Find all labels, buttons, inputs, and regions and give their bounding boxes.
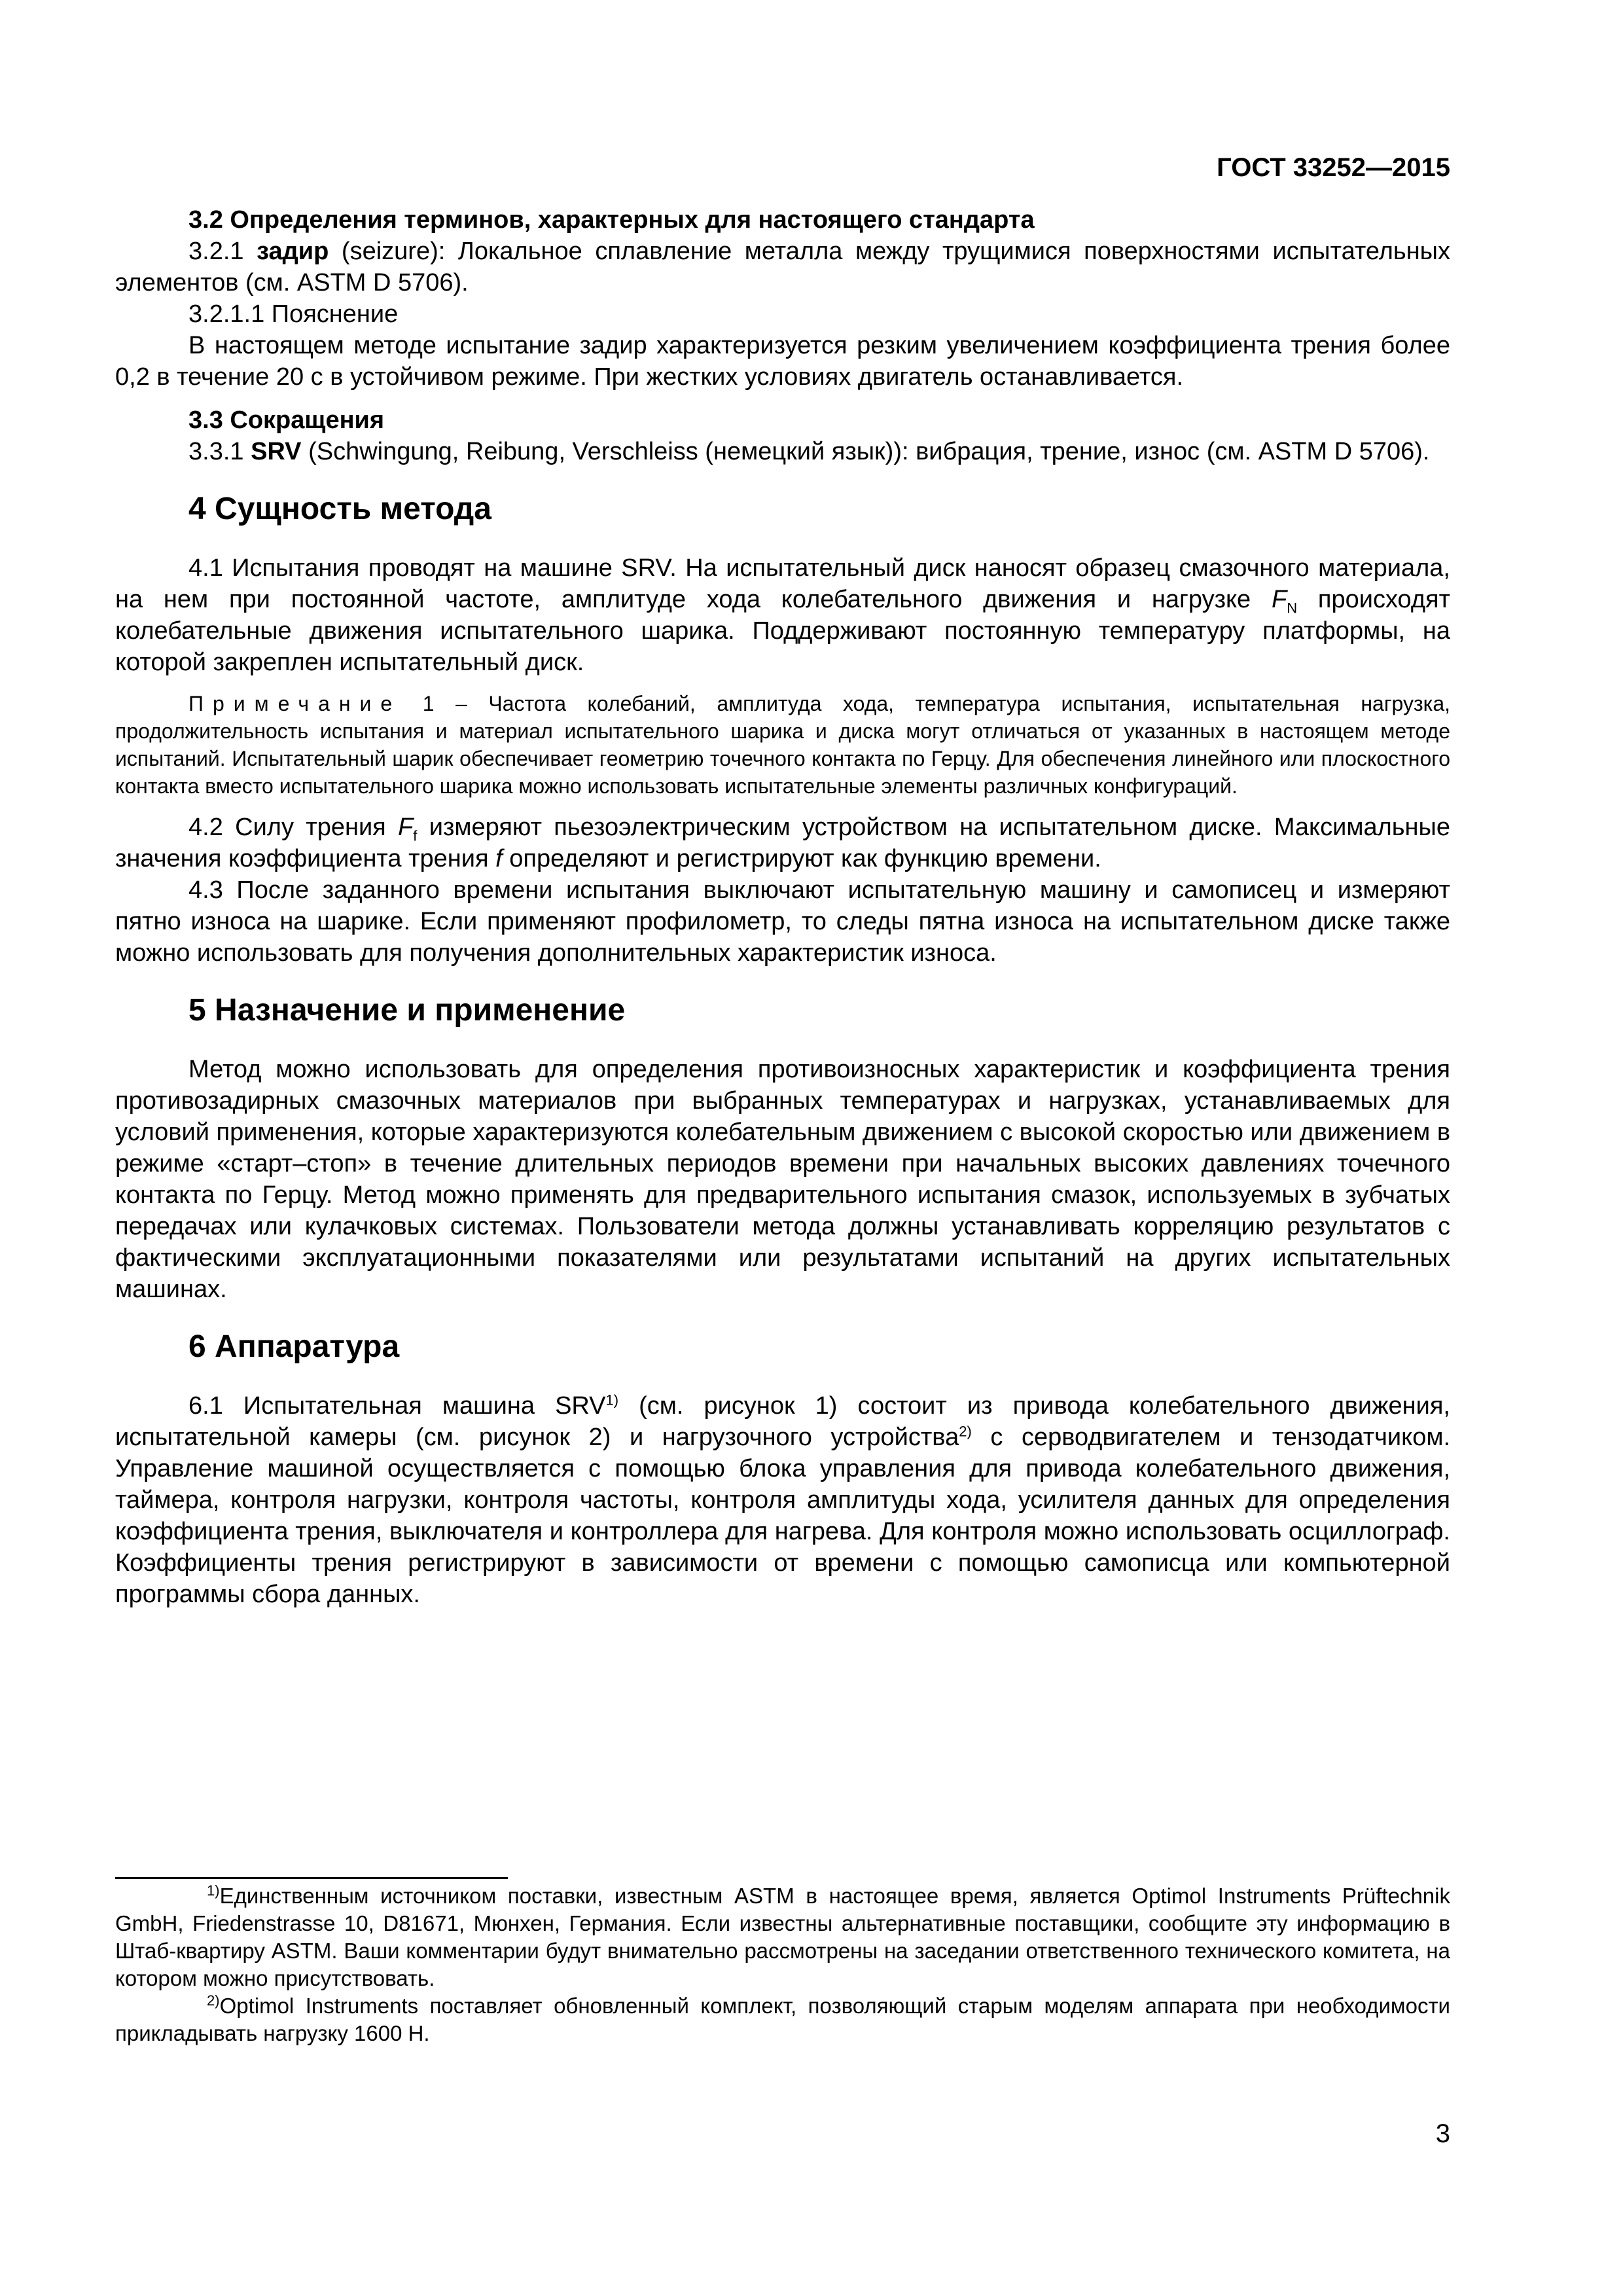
paragraph-3-3-1 [115, 436, 1450, 467]
symbol-f: F [1271, 586, 1287, 613]
footnote-text-2: Optimol Instruments поставляет обновленный комплект, позволяющий старым моделям аппарата при необходимости прикладывать нагрузку 1600 Н. [115, 1994, 1450, 2045]
body-content [115, 204, 1450, 1610]
definition-text: (seizure): Локальное сплавление металла между трущимися поверхностями испытательных элементов (см. ASTM D 5706). [115, 238, 1450, 296]
paragraph-5: Метод можно использовать для определения противоизносных характеристик и коэффициента трения противозадирных смазочных материалов при выбранных температурах и нагрузках, устанавливаемых для условий применения, которые характеризуются колебательным движением с высокой скоростью или движением в режиме «старт–стоп» в течение длительных периодов времени при начальных высоких давлениях точечного контакта по Герцу. Метод можно применять для предварительного испытания смазок, используемых в зубчатых передачах или кулачковых системах. Пользователи метода должны устанавливать корреляцию результатов с фактическими эксплуатационными показателями или результатами испытаний на других испытательных машинах. [115, 1056, 1450, 1303]
footnote-ref-2[interactable]: 2) [959, 1423, 972, 1440]
footnote-mark-2: 2) [207, 1992, 220, 2009]
paragraph-4-1 [115, 552, 1450, 678]
footnote-ref-1[interactable]: 1) [605, 1391, 619, 1408]
paragraph-4-3: 4.3 После заданного времени испытания выключают испытательную машину и самописец и измеряют пятно износа на шарике. Если применяют профилометр, то следы пятна износа на испытательном диске также можно использовать для получения дополнительных характеристик износа. [115, 876, 1450, 967]
paragraph-3-2-1-1: 3.2.1.1 Пояснение [188, 300, 399, 328]
subsection-title-3-2: 3.2 Определения терминов, характерных для настоящего стандарта [188, 206, 1035, 234]
section-title-4: 4 Сущность метода [188, 492, 491, 526]
term-srv: SRV [251, 438, 302, 465]
subsection-title-3-3: 3.3 Сокращения [188, 406, 385, 434]
paragraph-text: 4.1 Испытания проводят на машине SRV. На испытательный диск наносят образец смазочного материала, на нем при постоянной частоте, амплитуде хода колебательного движения и нагрузке [115, 554, 1450, 613]
paragraph-text: определяют и регистрируют как функцию времени. [502, 845, 1101, 872]
symbol-subscript: N [1287, 600, 1298, 617]
clause-number: 3.2.1 [188, 238, 257, 265]
paragraph-text: измеряют пьезоэлектрическим устройством на испытательном диске. Максимальные значения коэффициента трения [115, 814, 1450, 872]
clause-number: 3.3.1 [188, 438, 251, 465]
section-title-5: 5 Назначение и применение [188, 993, 626, 1028]
section-title-6: 6 Аппаратура [188, 1329, 400, 1364]
note-text: 1 – Частота колебаний, амплитуда хода, температура испытания, испытательная нагрузка, продолжительность испытания и материал испытательного шарика и диска могут отличаться от указанных в настоящем методе испытаний. Испытательный шарик обеспечивает геометрию точечного контакта по Герцу. Для обеспечения линейного или плоскостного контакта вместо испытательного шарика можно использовать испытательные элементы различных конфигураций. [115, 692, 1450, 798]
paragraph-text: 4.2 Силу трения [188, 814, 399, 841]
paragraph-6-1 [115, 1390, 1450, 1610]
abbreviation-text: (Schwingung, Reibung, Verschleiss (немецкий язык)): вибрация, трение, износ (см. ASTM D 5706). [301, 438, 1430, 465]
footnotes [115, 1882, 1450, 2047]
footnote-mark-1: 1) [207, 1882, 220, 1899]
paragraph-text: (см. рисунок 1) состоит из привода колебательного движения, испытательной камеры (см. рисунок 2) и нагрузочного устройства [115, 1392, 1450, 1451]
footnote-divider [115, 1877, 508, 1879]
symbol-friction-coefficient: f [495, 845, 503, 872]
page-number: 3 [1435, 2119, 1450, 2148]
note-1 [115, 690, 1450, 800]
term-seizure: задир [257, 238, 329, 265]
symbol-subscript: f [413, 827, 418, 844]
symbol-f: F [398, 814, 414, 841]
footnote-1 [115, 1882, 1450, 1992]
document-id-header: ГОСТ 33252—2015 [1217, 153, 1450, 182]
paragraph-text: 6.1 Испытательная машина SRV [188, 1392, 606, 1420]
footnote-text-1: Единственным источником поставки, известным ASTM в настоящее время, является Optimol Instruments Prüftechnik GmbH, Friedenstrasse 10, D81671, Мюнхен, Германия. Если известны альтернативные поставщики, сообщите эту информацию в Штаб-квартиру ASTM. Ваши комментарии будут внимательно рассмотрены на заседании ответственного технического комитета, на котором можно присутствовать. [115, 1884, 1450, 1990]
footnote-2 [115, 1992, 1450, 2047]
note-label: Примечание [188, 692, 402, 715]
paragraph-text: с серводвигателем и тензодатчиком. Управление машиной осуществляется с помощью блока управления для привода колебательного движения, таймера, контроля нагрузки, контроля частоты, контроля амплитуды хода, усилителя данных для определения коэффициента трения, выключателя и контроллера для нагрева. Для контроля можно использовать осциллограф. Коэффициенты трения регистрируют в зависимости от времени с помощью самописца или компьютерной программы сбора данных. [115, 1424, 1451, 1608]
paragraph-4-2 [115, 812, 1450, 874]
paragraph-explanation: В настоящем методе испытание задир характеризуется резким увеличением коэффициента трения более 0,2 в течение 20 с в устойчивом режиме. При жестких условиях двигатель останавливается. [115, 332, 1450, 391]
paragraph-text: происходят колебательные движения испытательного шарика. Поддерживают постоянную температуру платформы, на которой закреплен испытательный диск. [115, 586, 1450, 676]
paragraph-3-2-1 [115, 236, 1450, 298]
